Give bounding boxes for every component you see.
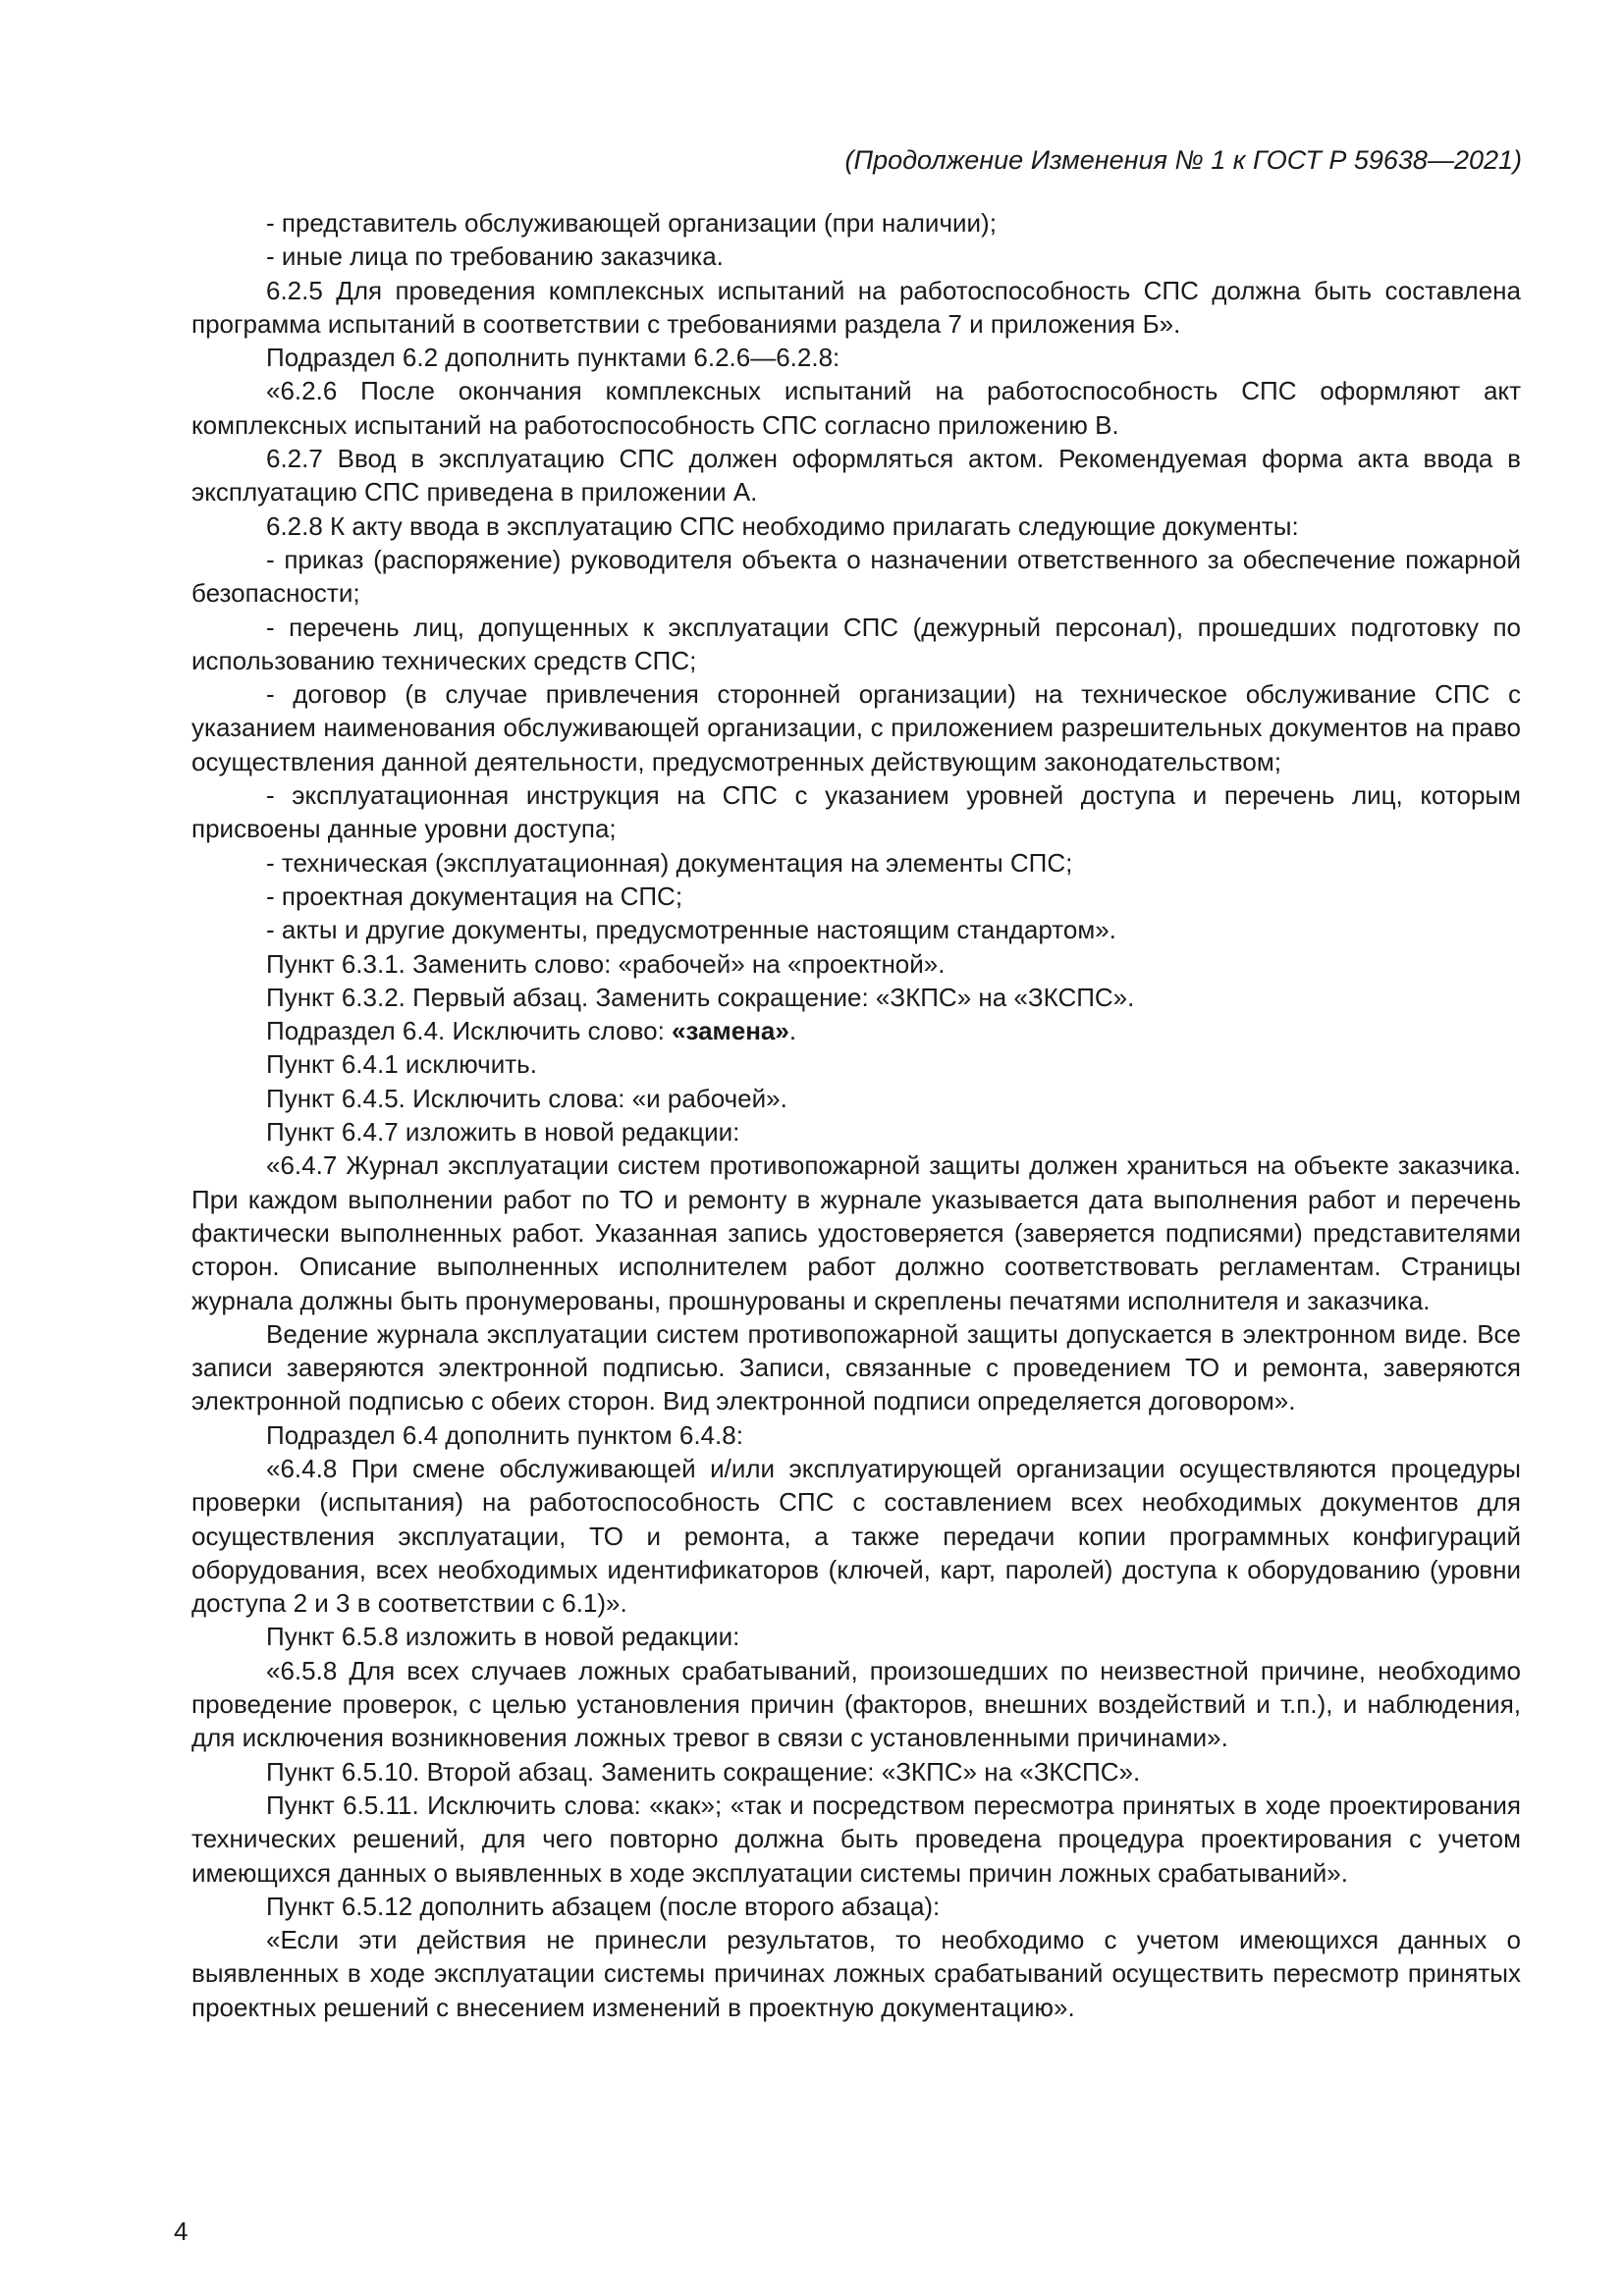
- paragraph-text: «6.2.6 После окончания комплексных испытаний на работоспособность СПС оформляют акт комплексных испытаний на работоспособность СПС согласно приложению В.: [191, 376, 1521, 440]
- paragraph-text-after: .: [788, 1016, 797, 1046]
- paragraph: [191, 240, 1521, 273]
- paragraph: [191, 1789, 1521, 1890]
- paragraph-text: - приказ (распоряжение) руководителя объекта о назначении ответственного за обеспечение пожарной безопасности;: [191, 544, 1521, 609]
- paragraph: [191, 846, 1521, 880]
- paragraph-text: «6.4.8 При смене обслуживающей и/или эксплуатирующей организации осуществляются процедуры проверки (испытания) на работоспособность СПС с составлением всех необходимых документов для осуществления эксплуатации, ТО и ремонта, а также передачи копии программных конфигураций оборудования, всех необходимых идентификаторов (ключей, карт, паролей) доступа к оборудованию (уровни доступа 2 и 3 в соответствии с 6.1)».: [191, 1453, 1521, 1619]
- paragraph-text: Пункт 6.4.5. Исключить слова: «и рабочей».: [266, 1083, 787, 1113]
- paragraph: [191, 677, 1521, 778]
- paragraph-text: - иные лица по требованию заказчика.: [266, 241, 724, 272]
- paragraph-text: Пункт 6.5.10. Второй абзац. Заменить сокращение: «ЗКПС» на «ЗКСПС».: [266, 1756, 1141, 1787]
- paragraph-text: - договор (в случае привлечения сторонней организации) на техническое обслуживание СПС с указанием наименования обслуживающей организации, с приложением разрешительных документов на право осуществления данной деятельности, предусмотренных действующим законодательством;: [191, 679, 1521, 776]
- paragraph-text: 6.2.7 Ввод в эксплуатацию СПС должен оформляться актом. Рекомендуемая форма акта ввода в эксплуатацию СПС приведена в приложении А.: [191, 444, 1521, 507]
- paragraph-text: «Если эти действия не принесли результатов, то необходимо с учетом имеющихся данных о выявленных в ходе эксплуатации системы причинах ложных срабатываний осуществить пересмотр принятых проектных решений с внесением изменений в проектную документацию».: [191, 1925, 1521, 2022]
- paragraph: [191, 1654, 1521, 1755]
- paragraph-text: - представитель обслуживающей организации (при наличии);: [266, 208, 997, 238]
- paragraph: [191, 206, 1521, 240]
- paragraph-text: Пункт 6.5.11. Исключить слова: «как»; «так и посредством пересмотра принятых в ходе проектирования технических решений, для чего повторно должна быть проведена процедура проектирования с учетом имеющихся данных о выявленных в ходе эксплуатации системы причин ложных срабатываний».: [191, 1789, 1521, 1888]
- paragraph-text: - проектная документация на СПС;: [266, 881, 683, 911]
- paragraph: [191, 374, 1521, 442]
- paragraph-text: Подраздел 6.2 дополнить пунктами 6.2.6—6.2.8:: [266, 343, 840, 373]
- paragraph-text: - акты и другие документы, предусмотренные настоящим стандартом».: [266, 915, 1116, 945]
- paragraph: [191, 880, 1521, 913]
- paragraph: [191, 1452, 1521, 1620]
- paragraph: [191, 947, 1521, 981]
- paragraph-text: - перечень лиц, допущенных к эксплуатации СПС (дежурный персонал), прошедших подготовку по использованию технических средств СПС;: [191, 612, 1521, 675]
- paragraph-text: Пункт 6.3.2. Первый абзац. Заменить сокращение: «ЗКПС» на «ЗКСПС».: [266, 982, 1135, 1012]
- page-number: 4: [174, 2216, 189, 2246]
- paragraph-text: Подраздел 6.4 дополнить пунктом 6.4.8:: [266, 1419, 743, 1450]
- paragraph-text: 6.2.5 Для проведения комплексных испытаний на работоспособность СПС должна быть составлена программа испытаний в соответствии с требованиями раздела 7 и приложения Б».: [191, 275, 1521, 339]
- paragraph: [191, 1047, 1521, 1081]
- paragraph-bold-text: «замена»: [672, 1016, 789, 1046]
- paragraph-text: Ведение журнала эксплуатации систем противопожарной защиты допускается в электронном виде. Все записи заверяются электронной подписью. Записи, связанные с проведением ТО и ремонта, заверяются электронной подписью с обеих сторон. Вид электронной подписи определяется договором».: [191, 1318, 1521, 1416]
- paragraph-text: «6.4.7 Журнал эксплуатации систем противопожарной защиты должен храниться на объекте заказчика. При каждом выполнении работ по ТО и ремонту в журнале указывается дата выполнения работ и перечень фактически выполненных работ. Указанная запись удостоверяется (заверяется подписями) представителями сторон. Описание выполненных исполнителем работ должно соответствовать регламентам. Страницы журнала должны быть пронумерованы, прошнурованы и скреплены печатями исполнителя и заказчика.: [191, 1150, 1521, 1315]
- paragraph-text: Пункт 6.5.12 дополнить абзацем (после второго абзаца):: [266, 1891, 941, 1921]
- paragraph-text: - техническая (эксплуатационная) документация на элементы СПС;: [266, 847, 1073, 878]
- paragraph: [191, 778, 1521, 846]
- paragraph-text: - эксплуатационная инструкция на СПС с указанием уровней доступа и перечень лиц, которым присвоены данные уровни доступа;: [191, 780, 1521, 844]
- document-header: (Продолжение Изменения № 1 к ГОСТ Р 59638—2021): [844, 145, 1522, 175]
- paragraph: [191, 509, 1521, 543]
- document-body: [191, 206, 1521, 2024]
- paragraph-text: Пункт 6.4.7 изложить в новой редакции:: [266, 1117, 740, 1148]
- paragraph: [191, 1317, 1521, 1418]
- paragraph: [191, 1418, 1521, 1452]
- paragraph: [191, 611, 1521, 678]
- paragraph: [191, 543, 1521, 611]
- paragraph: [191, 1755, 1521, 1789]
- paragraph-text: Пункт 6.3.1. Заменить слово: «рабочей» на «проектной».: [266, 948, 946, 979]
- paragraph: [191, 913, 1521, 946]
- paragraph: [191, 1082, 1521, 1115]
- paragraph: [191, 274, 1521, 342]
- paragraph: [191, 1148, 1521, 1316]
- paragraph-text: 6.2.8 К акту ввода в эксплуатацию СПС необходимо прилагать следующие документы:: [266, 510, 1299, 541]
- paragraph: [191, 341, 1521, 374]
- paragraph-text: Подраздел 6.4. Исключить слово:: [266, 1016, 673, 1046]
- paragraph: [191, 981, 1521, 1014]
- paragraph: [191, 1115, 1521, 1148]
- paragraph: [191, 1890, 1521, 1923]
- paragraph: [191, 1620, 1521, 1653]
- paragraph: [191, 1014, 1521, 1047]
- paragraph-text: «6.5.8 Для всех случаев ложных срабатываний, произошедших по неизвестной причине, необходимо проведение проверок, с целью установления причин (факторов, внешних воздействий и т.п.), и наблюдения, для исключения возникновения ложных тревог в связи с установленными причинами».: [191, 1655, 1521, 1753]
- paragraph: [191, 442, 1521, 509]
- paragraph: [191, 1923, 1521, 2024]
- paragraph-text: Пункт 6.5.8 изложить в новой редакции:: [266, 1622, 740, 1652]
- paragraph-text: Пункт 6.4.1 исключить.: [266, 1049, 537, 1080]
